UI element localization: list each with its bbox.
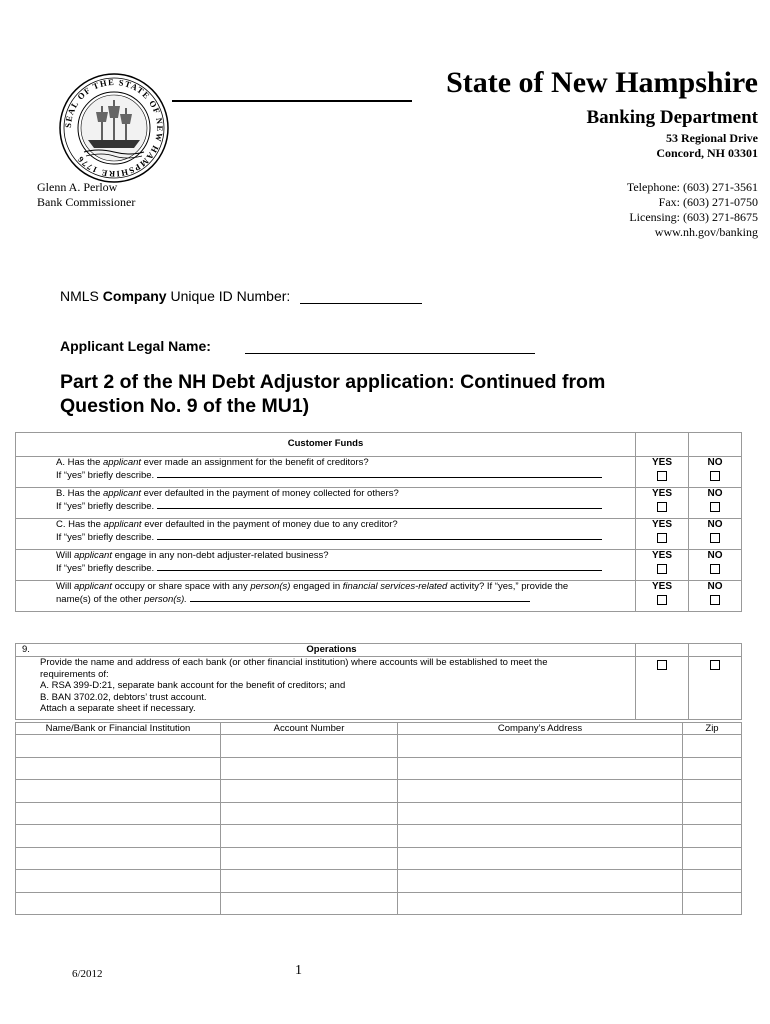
contact-block [627, 180, 758, 240]
nmls-id-field [60, 288, 422, 304]
telephone: Telephone: (603) 271-3561 [626, 180, 758, 194]
section-heading: Part 2 of the NH Debt Adjustor application: Continued from Question No. 9 of the MU1) [60, 371, 606, 417]
website: www.nh.gov/banking [654, 225, 758, 239]
question-row: A. Has the applicant ever made an assignment for the benefit of creditors? If “yes” briefly describe. YES NO [16, 457, 742, 488]
no-checkbox[interactable] [710, 502, 720, 512]
nmls-prefix: NMLS [60, 288, 103, 304]
operations-table [15, 643, 742, 720]
table-row [16, 847, 742, 870]
no-checkbox[interactable] [710, 660, 720, 670]
yes-checkbox[interactable] [657, 564, 667, 574]
state-seal [58, 72, 170, 184]
column-header: Name/Bank or Financial Institution [16, 723, 221, 735]
commissioner-block [37, 180, 135, 210]
table-row [16, 735, 742, 758]
customer-funds-title: Customer Funds [16, 433, 636, 457]
licensing-phone: Licensing: (603) 271-8675 [629, 210, 758, 224]
operations-number: 9. [22, 644, 30, 655]
customer-funds-table [15, 432, 742, 612]
yes-checkbox[interactable] [657, 595, 667, 605]
column-header: Company’s Address [398, 723, 683, 735]
table-row [16, 802, 742, 825]
yes-checkbox[interactable] [657, 471, 667, 481]
department-name: Banking Department [586, 107, 758, 128]
applicant-name-field [60, 338, 535, 354]
table-row [16, 757, 742, 780]
column-header: Zip [683, 723, 742, 735]
table-row [16, 780, 742, 803]
describe-input[interactable] [157, 468, 602, 478]
page-number: 1 [295, 963, 302, 978]
nmls-id-input[interactable] [300, 303, 422, 304]
revision-date: 6/2012 [72, 968, 103, 980]
describe-input[interactable] [157, 499, 602, 509]
street-address: 53 Regional Drive [666, 131, 758, 145]
no-checkbox[interactable] [710, 595, 720, 605]
yes-checkbox[interactable] [657, 533, 667, 543]
operations-instructions: Provide the name and address of each bank (or other financial institution) where accounts will be established to meet the requirements of: A. RSA 399-D:21, separate bank account for the benefit of creditors; and B. BAN 3702.02, debtors’ trust account. Attach a separate sheet if necessary. [16, 657, 636, 720]
describe-input[interactable] [157, 530, 602, 540]
no-checkbox[interactable] [710, 533, 720, 543]
question-row: C. Has the applicant ever defaulted in the payment of money due to any creditor? If “yes” briefly describe. YES NO [16, 519, 742, 550]
table-row [16, 892, 742, 915]
city-address: Concord, NH 03301 [656, 146, 758, 160]
header-rule [172, 100, 412, 102]
describe-input[interactable] [157, 561, 602, 571]
column-header: Account Number [221, 723, 398, 735]
question-row: Will applicant occupy or share space with any person(s) engaged in financial services-related activity? If “yes,” provide the name(s) of the other person(s). YES NO [16, 581, 742, 612]
commissioner-name: Glenn A. Perlow [37, 180, 118, 194]
question-row: B. Has the applicant ever defaulted in the payment of money collected for others? If “yes” briefly describe. YES NO [16, 488, 742, 519]
nmls-company: Company [102, 288, 167, 304]
yes-checkbox[interactable] [657, 660, 667, 670]
state-title: State of New Hampshire [446, 66, 758, 99]
applicant-label: Applicant Legal Name: [60, 338, 211, 354]
applicant-name-input[interactable] [245, 353, 535, 354]
table-row [16, 825, 742, 848]
no-checkbox[interactable] [710, 471, 720, 481]
yes-checkbox[interactable] [657, 502, 667, 512]
seal-lettering: SEAL OF THE STATE OF NEW HAMPSHIRE 1776 [62, 76, 166, 180]
nmls-suffix: Unique ID Number: [166, 288, 291, 304]
other-persons-input[interactable] [190, 592, 530, 602]
commissioner-title: Bank Commissioner [37, 195, 136, 209]
bank-accounts-table [15, 722, 742, 915]
fax: Fax: (603) 271-0750 [658, 195, 758, 209]
table-row [16, 870, 742, 893]
operations-title: Operations [306, 644, 357, 655]
no-checkbox[interactable] [710, 564, 720, 574]
question-row: Will applicant engage in any non-debt adjuster-related business? If “yes” briefly describe. YES NO [16, 550, 742, 581]
